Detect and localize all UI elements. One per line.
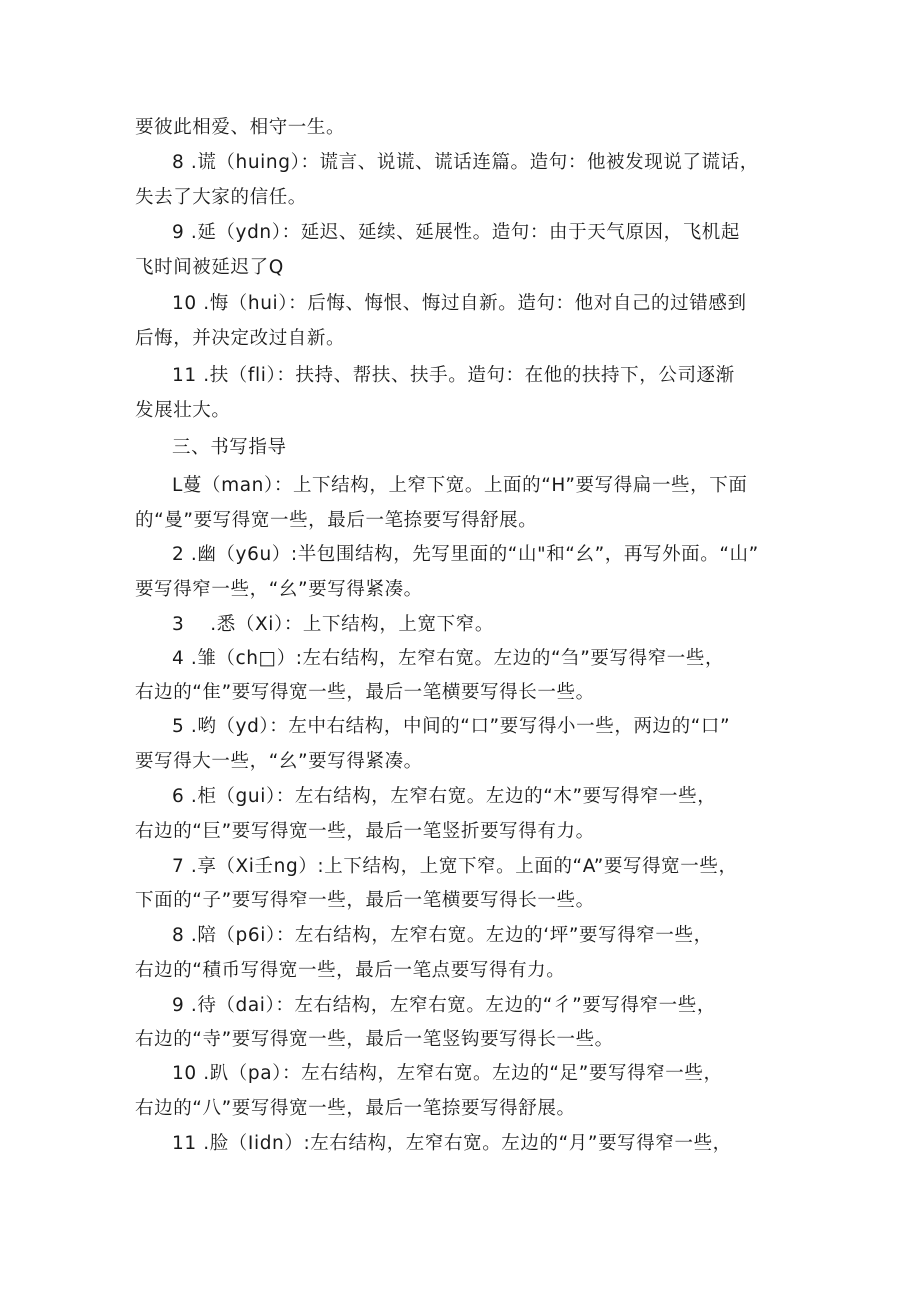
text-line: 4 .雏（ch□）:左右结构，左窄右宽。左边的“刍”要写得窄一些， bbox=[172, 648, 725, 669]
text-line: L蔓（man）：上下结构，上窄下宽。上面的“H”要写得扁一些，下面 bbox=[172, 475, 748, 496]
text-line: 8 .陪（p6i）：左右结构，左窄右宽。左边的‘坪”要写得窄一些， bbox=[172, 925, 713, 946]
section-heading: 三、书写指导 bbox=[172, 437, 287, 458]
text-line: 飞时间被延迟了Q bbox=[135, 257, 284, 278]
text-line: 5 .哟（yd）：左中右结构，中间的“口”要写得小一些，两边的“口” bbox=[172, 716, 731, 737]
text-line: 8 .谎（huing）：谎言、说谎、谎话连篇。造句：他被发现说了谎话， bbox=[172, 152, 759, 173]
text-line: 要彼此相爱、相守一生。 bbox=[135, 117, 346, 138]
text-line: 3 .悉（Xi）：上下结构，上宽下窄。 bbox=[172, 614, 494, 635]
text-line: 右边的“八”要写得宽一些，最后一笔捺要写得舒展。 bbox=[135, 1098, 576, 1119]
text-line: 右边的“隹”要写得宽一些，最后一笔横要写得长一些。 bbox=[135, 682, 595, 703]
text-line: 要写得大一些，“幺”要写得紧凑。 bbox=[135, 751, 423, 772]
text-line: 6 .柜（gui）：左右结构，左窄右宽。左边的“木”要写得窄一些， bbox=[172, 786, 717, 807]
text-line: 2 .幽（y6u）:半包围结构，先写里面的“山"和“幺”，再写外面。“山” bbox=[172, 544, 759, 565]
text-line: 11 .扶（fli）：扶持、帮扶、扶手。造句：在他的扶持下，公司逐渐 bbox=[172, 365, 735, 386]
text-line: 10 .悔（hui）：后悔、悔恨、悔过自新。造句：他对自己的过错感到 bbox=[172, 293, 747, 314]
text-line: 发展壮大。 bbox=[135, 400, 231, 421]
text-line: 后悔，并决定改过自新。 bbox=[135, 328, 346, 349]
text-line: 下面的“子”要写得窄一些，最后一笔横要写得长一些。 bbox=[135, 890, 595, 911]
text-line: 要写得窄一些，“幺”要写得紧凑。 bbox=[135, 579, 423, 600]
text-line: 右边的“巨”要写得宽一些，最后一笔竖折要写得有力。 bbox=[135, 821, 595, 842]
text-line: 的“曼”要写得宽一些，最后一笔捺要写得舒展。 bbox=[135, 510, 538, 531]
text-line: 7 .享（Xi壬ng）:上下结构，上宽下窄。上面的“A”要写得宽一些， bbox=[172, 856, 738, 877]
text-line: 11 .脸（Iidn）:左右结构，左窄右宽。左边的“月”要写得窄一些， bbox=[172, 1133, 732, 1154]
text-line: 右边的“積币写得宽一些，最后一笔点要写得有力。 bbox=[135, 960, 566, 981]
text-line: 9 .延（ydn）：延迟、延续、延展性。造句：由于天气原因，飞机起 bbox=[172, 222, 741, 243]
text-line: 失去了大家的信任。 bbox=[135, 187, 307, 208]
text-line: 右边的“寺”要写得宽一些，最后一笔竖钩要写得长一些。 bbox=[135, 1029, 614, 1050]
text-line: 10 .趴（pa）：左右结构，左窄右宽。左边的“足”要写得窄一些， bbox=[172, 1063, 723, 1084]
text-line: 9 .待（dai）：左右结构，左窄右宽。左边的“彳”要写得窄一些， bbox=[172, 995, 716, 1016]
